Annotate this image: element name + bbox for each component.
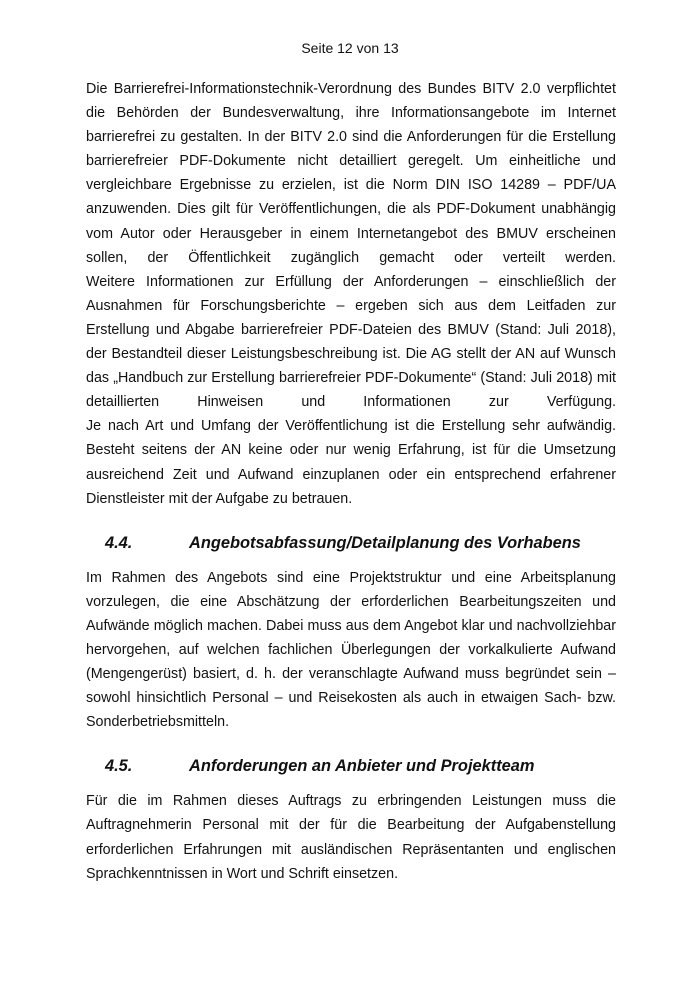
- paragraph-section-4-4: Im Rahmen des Angebots sind eine Projektstruktur und eine Arbeitsplanung vorzulegen, die eine Abschätzung der erforderlichen Bearbeitungszeiten und Aufwände möglich machen. Dabei muss aus dem Angebot klar und nachvollziehbar hervorgehen, auf welchen fachlichen Überlegungen der vorkalkulierte Aufwand (Mengengerüst) basiert, d. h. der veranschlagte Aufwand muss begründet sein – sowohl hinsichtlich Personal – und Reisekosten als auch in etwaigen Sach- bzw. Sonderbetriebsmitteln.: [86, 569, 616, 731]
- paragraph-bitv: Die Barrierefrei-Informationstechnik-Verordnung des Bundes BITV 2.0 verpflichtet die Behörden der Bundesverwaltung, ihre Informationsangebote im Internet barrierefrei zu gestalten. In der BITV 2.0 sind die Anforderungen für die Erstellung barrierefreier PDF-Dokumente nicht detailliert geregelt. Um einheitliche und vergleichbare Ergebnisse zu erzielen, ist die Norm DIN ISO 14289 – PDF/UA anzuwenden. Dies gilt für Veröffentlichungen, die als PDF-Dokument unabhängig vom Autor oder Herausgeber in einem Internetangebot des BMUV erscheinen sollen, der Öffentlichkeit zugänglich gemacht oder verteilt werden.: [86, 81, 616, 266]
- section-heading-4-4: [86, 520, 616, 566]
- section-heading-4-5: [86, 743, 616, 789]
- paragraph-effort: Je nach Art und Umfang der Veröffentlichung ist die Erstellung sehr aufwändig. Besteht seitens der AN keine oder nur wenig Erfahrung, ist für die Umsetzung ausreichend Zeit und Aufwand einzuplanen oder ein entsprechend erfahrener Dienstleister mit der Aufgabe zu betrauen.: [86, 418, 616, 507]
- paragraph-further-info: Weitere Informationen zur Erfüllung der Anforderungen – einschließlich der Ausnahmen für Forschungsberichte – ergeben sich aus dem Leitfaden zur Erstellung und Abgabe barrierefreier PDF-Dateien des BMUV (Stand: Juli 2018), der Bestandteil dieser Leistungsbeschreibung ist. Die AG stellt der AN auf Wunsch das „Handbuch zur Erstellung barrierefreier PDF-Dokumente“ (Stand: Juli 2018) mit detaillierten Hinweisen und Informationen zur Verfügung.: [86, 273, 616, 411]
- paragraph-section-4-5: Für die im Rahmen dieses Auftrags zu erbringenden Leistungen muss die Auftragnehmerin Personal mit der für die Bearbeitung der Aufgabenstellung erforderlichen Erfahrungen mit ausländischen Repräsentanten und englischen Sprachkenntnissen in Wort und Schrift einsetzen.: [86, 793, 616, 882]
- document-body: [86, 77, 616, 886]
- section-number: 4.4.: [105, 533, 133, 552]
- section-title: Angebotsabfassung/Detailplanung des Vorhabens: [189, 533, 581, 552]
- section-title: Anforderungen an Anbieter und Projektteam: [189, 757, 535, 776]
- page-number: Seite 12 von 13: [301, 40, 399, 56]
- section-number: 4.5.: [105, 757, 133, 776]
